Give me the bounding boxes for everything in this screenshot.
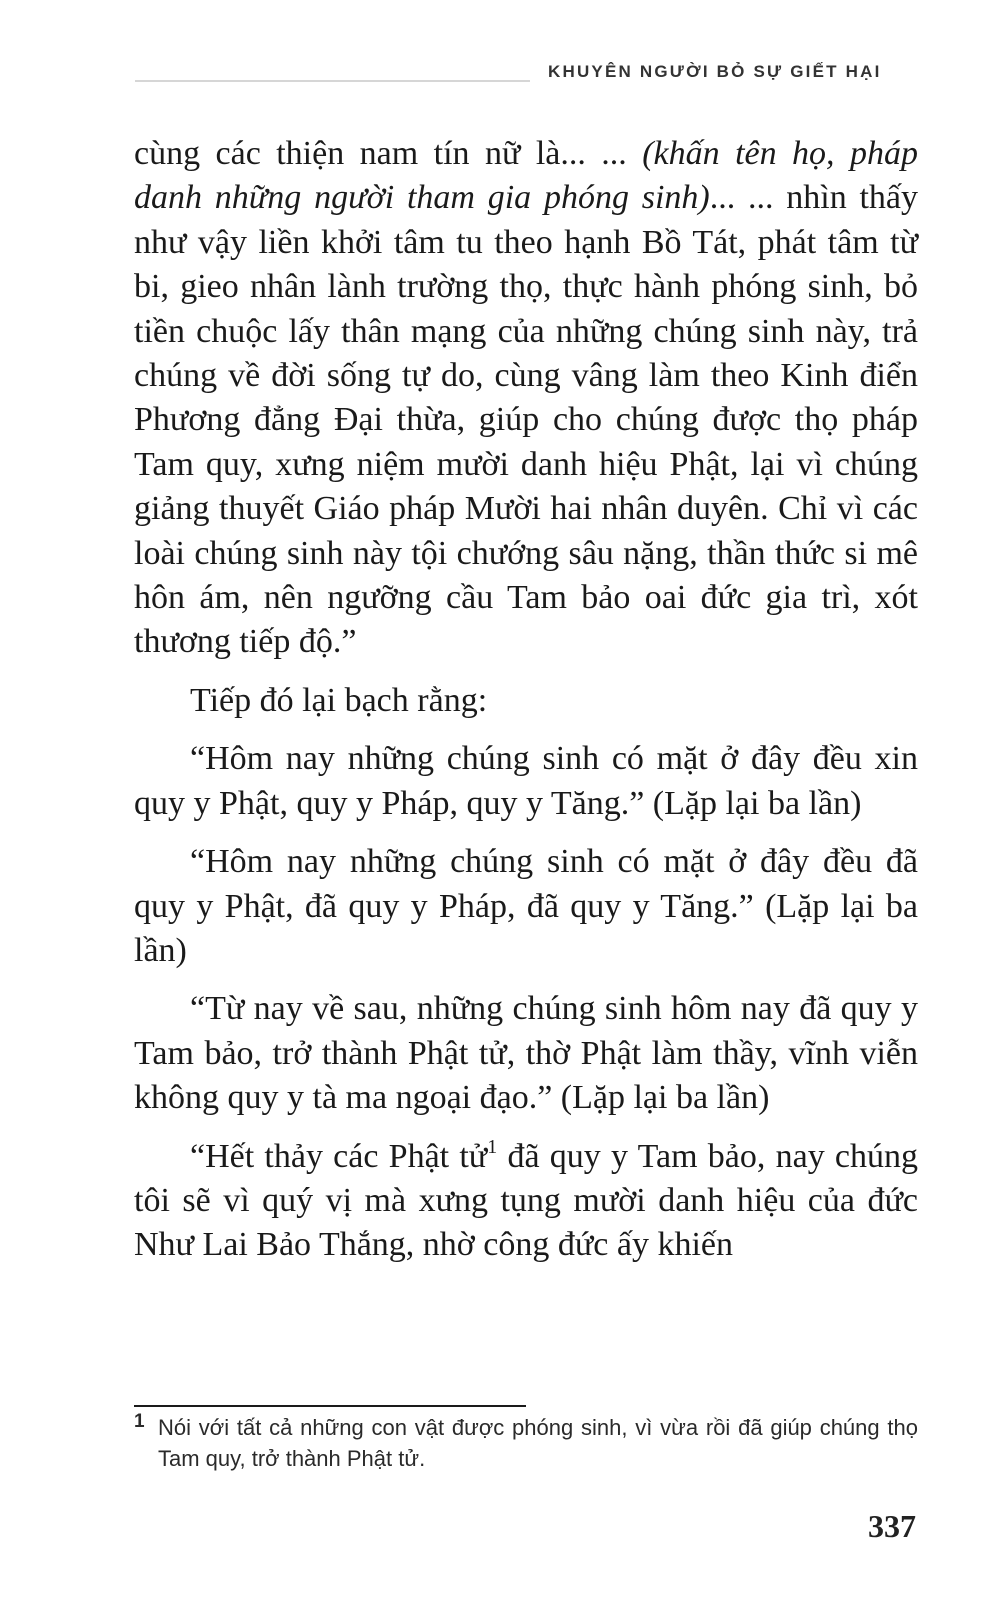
running-header: KHUYÊN NGƯỜI BỎ SỰ GIẾT HẠI [548, 62, 882, 81]
paragraph-6 [134, 1135, 918, 1268]
header-rule [135, 80, 530, 82]
footnote [134, 1412, 918, 1474]
paragraph-1-italic: (khấn tên họ, pháp danh những người tham gia phóng sinh) [134, 135, 918, 217]
paragraph-2: Tiếp đó lại bạch rằng: [190, 681, 488, 719]
paragraph-1-rest: ... ... nhìn thấy như vậy liền khởi tâm tu theo hạnh Bồ Tát, phát tâm từ bi, gieo nhân lành trường thọ, thực hành phóng sinh, bỏ tiền chuộc lấy thân mạng của những chúng sinh này, trả chúng về đời sống tự do, cùng vâng làm theo Kinh điển Phương đẳng Đại thừa, giúp cho chúng được thọ pháp Tam quy, xưng niệm mười danh hiệu Phật, lại vì chúng giảng thuyết Giáo pháp Mười hai nhân duyên. Chỉ vì các loài chúng sinh này tội chướng sâu nặng, thần thức si mê hôn ám, nên ngưỡng cầu Tam bảo oai đức gia trì, xót thương tiếp độ.” [134, 179, 918, 661]
footnote-rule [134, 1405, 526, 1407]
body-text [134, 132, 918, 1268]
paragraph-6-start: “Hết thảy các Phật tử [190, 1137, 488, 1175]
paragraph-1-start: cùng các thiện nam tín nữ là... ... [134, 135, 643, 172]
footnote-reference: 1 [487, 1135, 498, 1158]
paragraph-4: “Hôm nay những chúng sinh có mặt ở đây đều đã quy y Phật, đã quy y Pháp, đã quy y Tăng.” (Lặp lại ba lần) [134, 843, 918, 969]
paragraph-3: “Hôm nay những chúng sinh có mặt ở đây đều xin quy y Phật, quy y Pháp, quy y Tăng.” (Lặp lại ba lần) [134, 740, 918, 822]
paragraph-6-rest: đã quy y Tam bảo, nay chúng tôi sẽ vì quý vị mà xưng tụng mười danh hiệu của đức Như Lai Bảo Thắng, nhờ công đức ấy khiến [134, 1137, 919, 1264]
paragraph-5: “Từ nay về sau, những chúng sinh hôm nay đã quy y Tam bảo, trở thành Phật tử, thờ Phật làm thầy, vĩnh viễn không quy y tà ma ngoại đạo.” (Lặp lại ba lần) [134, 990, 918, 1117]
paragraph-1 [134, 132, 918, 665]
page-number: 337 [868, 1508, 916, 1544]
footnote-number: 1 [134, 1411, 145, 1432]
footnote-text: Nói với tất cả những con vật được phóng sinh, vì vừa rồi đã giúp chúng thọ Tam quy, trở thành Phật tử. [158, 1415, 918, 1471]
